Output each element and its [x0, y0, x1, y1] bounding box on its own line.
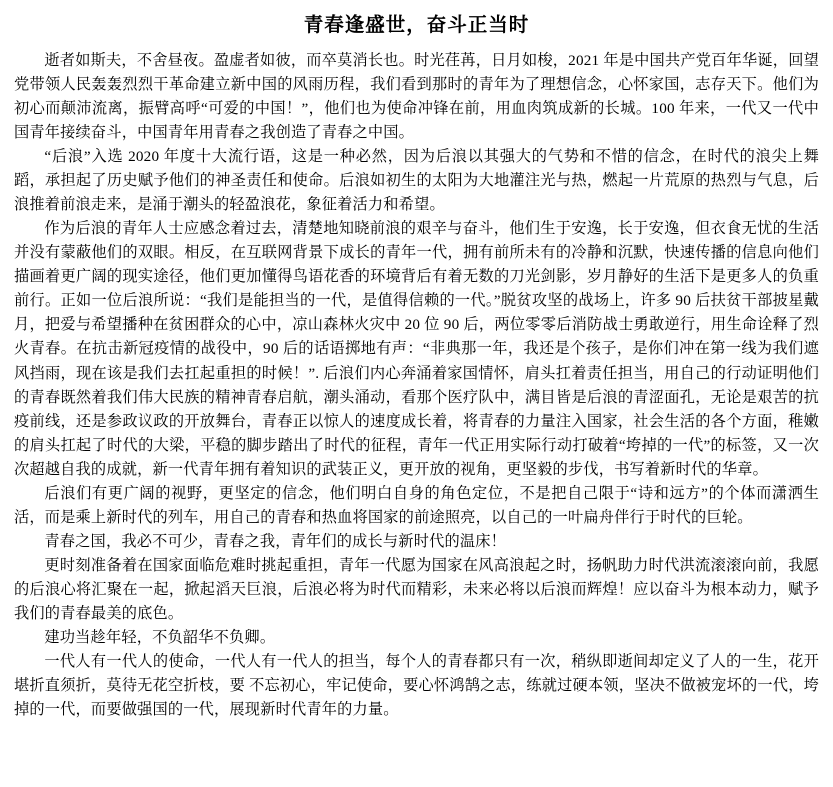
page-title: 青春逢盛世，奋斗正当时 [303, 15, 530, 36]
paragraph: 建功当趁年轻，不负韶华不负卿。 [44, 628, 276, 646]
paragraph: “后浪”入选 2020 年度十大流行语，这是一种必然，因为后浪以其强大的气势和不惜的信念，在时代的浪尖上舞蹈，承担起了历史赋予他们的神圣责任和使命。后浪如初生的太阳为大地灌注光与热，燃起一片荒原的热烈与气息，后浪推着前浪走来，是涌于潮头的轻盈浪花，象征着活力和希望。 [14, 148, 819, 214]
paragraph: 后浪们有更广阔的视野，更坚定的信念，他们明白自身的角色定位，不是把自己限于“诗和远方”的个体而潇洒生活，而是乘上新时代的列车，用自己的青春和热血将国家的前途照亮，以自己的一叶扁舟伴行于时代的巨轮。 [14, 484, 819, 526]
paragraph: 作为后浪的青年人士应感念着过去，清楚地知晓前浪的艰辛与奋斗，他们生于安逸，长于安逸，但衣食无忧的生活并没有蒙蔽他们的双眼。相反，在互联网背景下成长的青年一代，拥有前所未有的冷静和沉默，快速传播的信息向他们描画着更广阔的现实途径，他们更加懂得鸟语花香的环境背后有着无数的刀光剑影，岁月静好的生活下是更多人的负重前行。正如一位后浪所说：“我们是能担当的一代，是值得信赖的一代。”脱贫攻坚的战场上，许多 90 后扶贫干部披星戴月，把爱与希望播种在贫困群众的心中，凉山森林火灾中 20 位 90 后，两位零零后消防战士勇敢逆行，用生命诠释了烈火青春。在抗击新冠疫情的战役中，90 后的话语掷地有声：“非典那一年，我还是个孩子，是你们冲在第一线为我们遮风挡雨，现在该是我们去扛起重担的时候！”. 后浪们内心奔涌着家国情怀，肩头扛着责任担当，用自己的行动证明他们的青春既然着我们伟大民族的精神青春启航，潮头涌动，看那个医疗队中，满目皆是后浪的青涩面孔，无论是艰苦的抗疫前线，还是参政议政的开放舞台，青春正以惊人的速度成长着，将青春的力量注入国家，社会生活的各个方面，稚嫩的肩头扛起了时代的大梁，平稳的脚步踏出了时代的征程，青年一代正用实际行动打破着“垮掉的一代”的标签，又一次次超越自我的成就，新一代青年拥有着知识的武装正义，更开放的视角，更坚毅的步伐，书写着新时代的华章。 [14, 220, 819, 478]
document-body [14, 49, 819, 721]
paragraph: 青春之国，我必不可少，青春之我，青年们的成长与新时代的温床！ [44, 532, 507, 550]
paragraph: 更时刻准备着在国家面临危难时挑起重担，青年一代愿为国家在风高浪起之时，扬帆助力时代洪流滚滚向前，我愿的后浪心将汇聚在一起，掀起滔天巨浪，后浪必将为时代而精彩，未来必将以后浪而辉煌！应以奋斗为根本动力，赋予我们的青春最美的底色。 [14, 556, 819, 622]
paragraph: 一代人有一代人的使命，一代人有一代人的担当，每个人的青春都只有一次，稍纵即逝间却定义了人的一生，花开堪折直须折，莫待无花空折枝，要 不忘初心，牢记使命，要心怀鸿鹄之志，练就过硬本领，坚决不做被宠坏的一代，垮掉的一代，而要做强国的一代，展现新时代青年的力量。 [14, 652, 819, 718]
paragraph: 逝者如斯夫，不舍昼夜。盈虚者如彼，而卒莫消长也。时光荏苒，日月如梭，2021 年是中国共产党百年华诞，回望党带领人民轰轰烈烈干革命建立新中国的风雨历程，我们看到那时的青年为了理想信念，心怀家国，志存天下。他们为初心而颠沛流离，振臂高呼“可爱的中国！”，他们也为使命冲锋在前，用血肉筑成新的长城。100 年来，一代又一代中国青年接续奋斗，中国青年用青春之我创造了青春之中国。 [14, 52, 819, 142]
